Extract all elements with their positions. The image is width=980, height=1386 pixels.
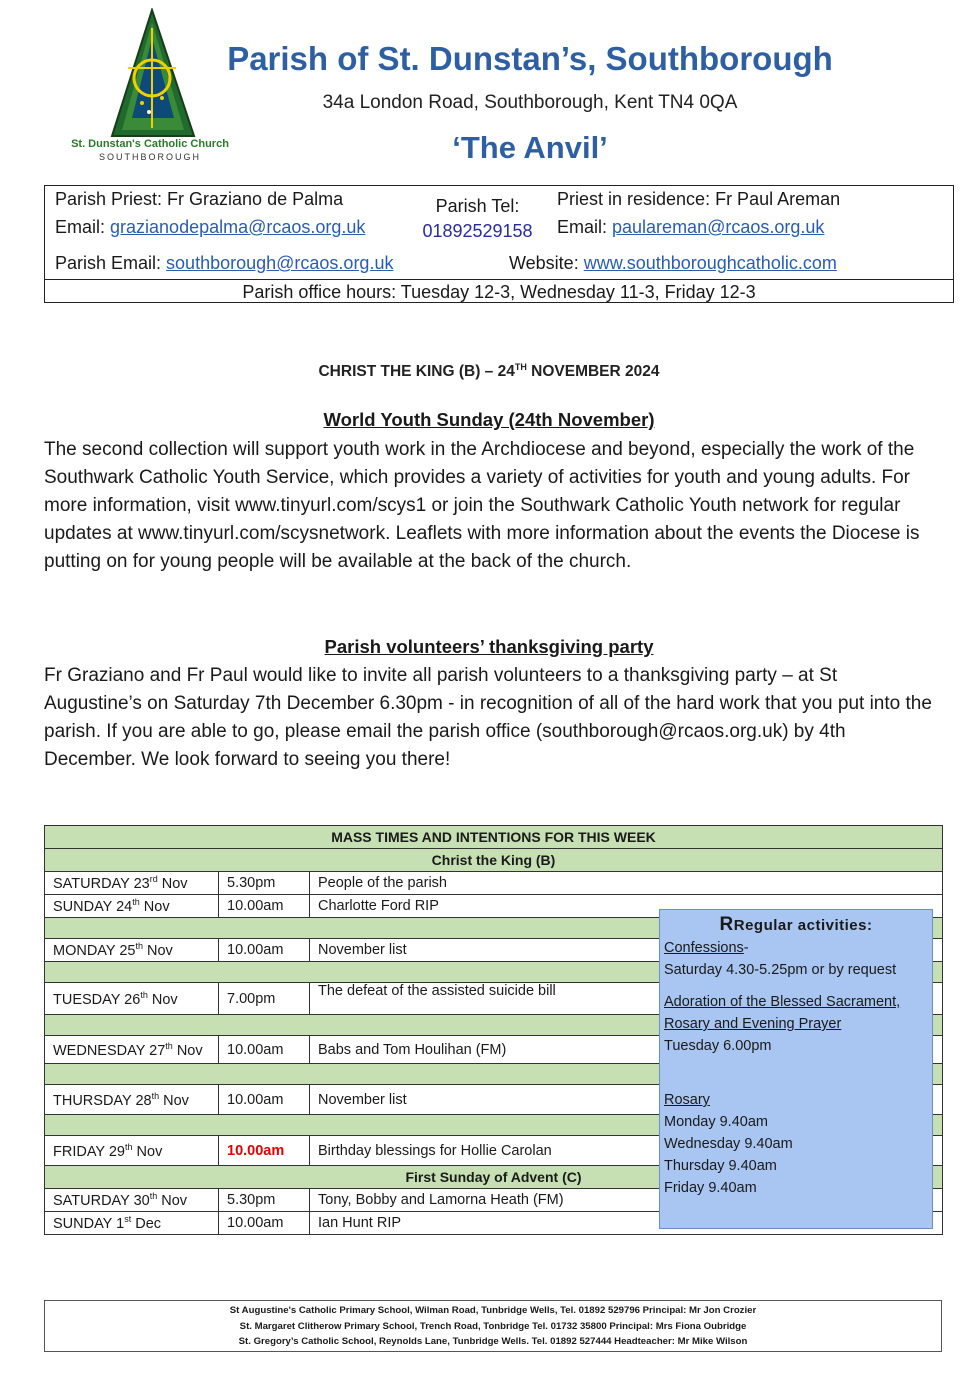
section-title-volunteers-party: Parish volunteers’ thanksgiving party	[324, 636, 654, 657]
section-title-youth-sunday: World Youth Sunday (24th November)	[323, 409, 655, 430]
website-line	[509, 253, 837, 274]
rosary-time: Friday 9.40am	[664, 1180, 757, 1196]
regular-activities-box	[659, 909, 933, 1229]
office-hours: Parish office hours: Tuesday 12-3, Wednesday 11-3, Friday 12-3	[45, 279, 953, 304]
parish-email-link[interactable]: southborough@rcaos.org.uk	[166, 253, 394, 273]
mass-table-title: MASS TIMES AND INTENTIONS FOR THIS WEEK	[45, 826, 943, 849]
school-line: St Augustine's Catholic Primary School, Wilman Road, Tunbridge Wells, Tel. 01892 529796 Principal: Mr Jon Crozier	[229, 1305, 757, 1316]
mass-day: WEDNESDAY 27th Nov	[45, 1036, 219, 1064]
mass-day: THURSDAY 28th Nov	[45, 1085, 219, 1115]
rosary-time: Monday 9.40am	[664, 1114, 768, 1130]
parish-title: Parish of St. Dunstan’s, Southborough	[227, 40, 833, 77]
mass-time: 10.00am	[219, 1085, 310, 1115]
rosary-time: Thursday 9.40am	[664, 1158, 777, 1174]
mass-intention: November list	[310, 939, 943, 962]
adoration-heading: Adoration of the Blessed Sacrament, Rosary and Evening Prayer	[664, 994, 901, 1032]
table-row	[45, 872, 943, 895]
parish-address: 34a London Road, Southborough, Kent TN4 0QA	[322, 92, 738, 113]
mass-time: 7.00pm	[219, 983, 310, 1015]
mass-intention: Charlotte Ford RIP	[310, 895, 943, 918]
week-heading: Christ the King (B)	[45, 849, 943, 872]
resident-email-link[interactable]: paulareman@rcaos.org.uk	[612, 217, 825, 237]
priest-email-line	[55, 217, 365, 238]
schools-footer	[44, 1300, 942, 1352]
school-line: St. Gregory’s Catholic School, Reynolds Lane, Tunbridge Wells. Tel. 01892 527444 Headteacher: Mr Mike Wilson	[238, 1336, 748, 1347]
mass-day: SATURDAY 30th Nov	[45, 1189, 219, 1212]
mass-intention: Babs and Tom Houlihan (FM)	[310, 1036, 943, 1064]
website-label: Website:	[509, 253, 584, 273]
mass-intention: Ian Hunt RIP	[310, 1212, 943, 1235]
parish-email-line	[55, 253, 393, 274]
activities-title: RRegular activities:	[719, 914, 873, 935]
rosary-time: Wednesday 9.40am	[664, 1136, 793, 1152]
newsletter-name: ‘The Anvil’	[452, 130, 608, 165]
priest-email-link[interactable]: grazianodepalma@rcaos.org.uk	[110, 217, 366, 237]
resident-email-label: Email:	[557, 217, 613, 237]
liturgical-date-heading	[44, 362, 934, 381]
adoration-time: Tuesday 6.00pm	[664, 1038, 772, 1054]
date-heading-before: CHRIST THE KING (B) – 24	[318, 363, 515, 381]
resident-email-line	[557, 217, 824, 238]
mass-time: 10.00am	[219, 895, 310, 918]
parish-tel[interactable]: 01892529158	[422, 221, 533, 241]
mass-time: 10.00am	[219, 939, 310, 962]
logo-church-name: St. Dunstan's Catholic Church	[71, 138, 229, 150]
logo-church-location: SOUTHBOROUGH	[98, 152, 201, 162]
mass-day: MONDAY 25th Nov	[45, 939, 219, 962]
mass-day: FRIDAY 29th Nov	[45, 1136, 219, 1166]
mass-intention: Tony, Bobby and Lamorna Heath (FM)	[310, 1189, 943, 1212]
priest-email-label: Email:	[55, 217, 111, 237]
website-link[interactable]: www.southboroughcatholic.com	[583, 253, 837, 273]
mass-intention: November list	[310, 1085, 943, 1115]
mass-time: 5.30pm	[219, 1189, 310, 1212]
parish-priest: Parish Priest: Fr Graziano de Palma	[55, 189, 344, 209]
mass-intention: Birthday blessings for Hollie Carolan	[310, 1136, 943, 1166]
mass-intention: The defeat of the assisted suicide bill	[310, 983, 943, 1015]
mass-time: 5.30pm	[219, 872, 310, 895]
priest-in-residence: Priest in residence: Fr Paul Areman	[557, 189, 841, 209]
activities-title-text: Regular activities:	[733, 917, 873, 934]
date-heading-after: NOVEMBER 2024	[526, 363, 660, 381]
mass-time: 10.00am	[219, 1036, 310, 1064]
school-line: St. Margaret Clitherow Primary School, Trench Road, Tonbridge Tel. 01732 35800 Principal: Mrs Fiona Oubridge	[239, 1320, 747, 1332]
mass-day: SUNDAY 24th Nov	[45, 895, 219, 918]
confessions-heading: Confessions-	[664, 940, 749, 956]
section-body-youth-sunday: The second collection will support youth work in the Archdiocese and beyond, especially the work of the Southwark Catholic Youth Service, which provides a variety of activities for youth and young adults. For more information, visit www.tinyurl.com/scys1 or join the Southwark Catholic Youth network for regular updates at www.tinyurl.com/scysnetwork. Leaflets with more information about the events the Diocese is putting on for young people will be available at the back of the church.	[44, 439, 920, 572]
confessions-time: Saturday 4.30-5.25pm or by request	[664, 962, 897, 978]
contact-box	[44, 185, 954, 303]
mass-day: TUESDAY 26th Nov	[45, 983, 219, 1015]
mass-day: SATURDAY 23rd Nov	[45, 872, 219, 895]
mass-time-highlighted: 10.00am	[219, 1136, 310, 1166]
week-heading: First Sunday of Advent (C)	[45, 1166, 943, 1189]
tel-label: Parish Tel:	[435, 196, 520, 216]
section-body-volunteers-party: Fr Graziano and Fr Paul would like to invite all parish volunteers to a thanksgiving party – at St Augustine’s on Saturday 7th December 6.30pm - in recognition of all of the hard work that you put into the parish. If you are able to go, please email the parish office (southborough@rcaos.org.uk) by 4th December. We look forward to seeing you there!	[44, 665, 932, 770]
mass-time: 10.00am	[219, 1212, 310, 1235]
parish-email-label: Parish Email:	[55, 253, 167, 273]
mass-day: SUNDAY 1st Dec	[45, 1212, 219, 1235]
date-heading-sup: TH	[514, 362, 527, 372]
rosary-heading: Rosary	[664, 1092, 710, 1108]
mass-intention: People of the parish	[310, 872, 943, 895]
